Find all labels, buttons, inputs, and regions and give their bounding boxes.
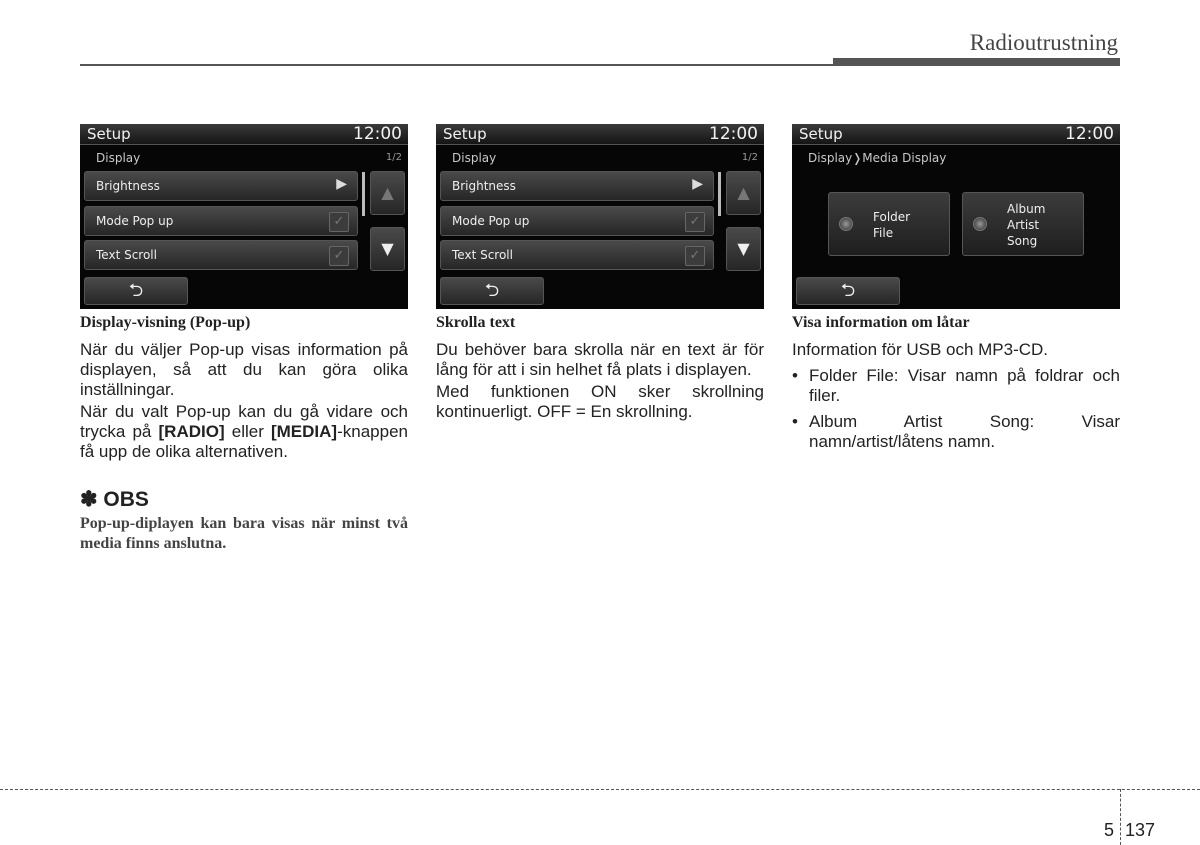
menu-item-label: Text Scroll — [96, 248, 157, 262]
menu-item-mode-pop-up[interactable] — [440, 206, 714, 236]
paragraph: När du valt Pop-up kan du gå vidare och trycka på [RADIO] eller [MEDIA]-knappen få upp de olika alternativen. — [80, 402, 408, 461]
menu-item-label: Mode Pop up — [96, 214, 174, 228]
note-text: Pop-up-diplayen kan bara visas när minst två media finns anslutna. — [80, 515, 408, 552]
option-album-artist-song-button[interactable] — [962, 192, 1084, 256]
screen-page-indicator: 1/2 — [741, 152, 758, 163]
screen-title: Setup — [799, 125, 843, 143]
checkmark-icon[interactable]: ✓ — [329, 246, 349, 266]
checkmark-icon[interactable]: ✓ — [329, 212, 349, 232]
menu-item-mode-pop-up[interactable] — [84, 206, 358, 236]
radio-button-icon — [839, 217, 853, 231]
menu-item-label: Text Scroll — [452, 248, 513, 262]
back-button[interactable] — [84, 277, 188, 305]
scroll-down-button[interactable] — [726, 227, 761, 271]
triangle-down-icon: ▼ — [381, 239, 394, 258]
checkmark-icon[interactable]: ✓ — [685, 212, 705, 232]
menu-item-brightness[interactable] — [84, 171, 358, 201]
radio-button-icon — [973, 217, 987, 231]
paragraph: När du väljer Pop-up visas information på displayen, så att du kan göra olika inställningar. — [80, 340, 408, 399]
triangle-up-icon: ▲ — [737, 183, 750, 202]
screen-topbar — [436, 124, 764, 145]
menu-item-text-scroll[interactable] — [84, 240, 358, 270]
screen-display-setup-1 — [80, 124, 408, 309]
back-button[interactable] — [440, 277, 544, 305]
screen-media-display — [792, 124, 1120, 309]
option-folder-file-button[interactable] — [828, 192, 950, 256]
column-display-popup — [80, 313, 408, 556]
screen-breadcrumb: Display❭Media Display — [808, 151, 947, 165]
option-label: Album Artist Song — [1007, 202, 1046, 248]
back-arrow-icon: ⮌ — [840, 280, 856, 301]
screen-title: Setup — [443, 125, 487, 143]
screen-title: Setup — [87, 125, 131, 143]
paragraph: Information för USB och MP3-CD. — [792, 340, 1049, 359]
paragraph: Du behöver bara skrolla när en text är för lång för att i sin helhet få plats i displayen. — [436, 340, 764, 379]
radio-key-label: [RADIO] — [158, 422, 225, 441]
page-number: 137 — [1125, 820, 1156, 840]
back-button[interactable] — [796, 277, 900, 305]
header-bar — [833, 58, 1120, 66]
menu-item-label: Brightness — [96, 179, 160, 193]
section-heading: Visa information om låtar — [792, 314, 970, 331]
screen-topbar — [80, 124, 408, 145]
footer-dashed-rule — [0, 789, 1200, 790]
screen-topbar — [792, 124, 1120, 145]
column-scroll-text — [436, 313, 764, 424]
play-arrow-icon: ▶ — [336, 176, 347, 192]
back-arrow-icon: ⮌ — [128, 280, 144, 301]
screen-clock: 12:00 — [1065, 124, 1114, 144]
chapter-number: 5 — [1104, 820, 1115, 840]
screen-display-setup-2 — [436, 124, 764, 309]
scroll-up-button[interactable] — [726, 171, 761, 215]
scrollbar[interactable] — [362, 172, 365, 216]
screen-subtitle: Display — [452, 151, 497, 165]
section-heading: Display-visning (Pop-up) — [80, 314, 251, 331]
scroll-down-button[interactable] — [370, 227, 405, 271]
scroll-up-button[interactable] — [370, 171, 405, 215]
menu-item-label: Mode Pop up — [452, 214, 530, 228]
footer-dashed-divider — [1120, 789, 1121, 845]
play-arrow-icon: ▶ — [692, 176, 703, 192]
menu-item-brightness[interactable] — [440, 171, 714, 201]
note-heading: ✽ OBS — [80, 488, 149, 511]
menu-item-text-scroll[interactable] — [440, 240, 714, 270]
screen-subtitle: Display — [96, 151, 141, 165]
back-arrow-icon: ⮌ — [484, 280, 500, 301]
triangle-down-icon: ▼ — [737, 239, 750, 258]
column-song-info — [792, 313, 1120, 458]
checkmark-icon[interactable]: ✓ — [685, 246, 705, 266]
list-item: • Album Artist Song: Visar namn/artist/låtens namn. — [792, 412, 1120, 452]
scrollbar[interactable] — [718, 172, 721, 216]
page-header-title: Radioutrustning — [969, 30, 1118, 55]
bullet-list — [792, 366, 1120, 452]
triangle-up-icon: ▲ — [381, 183, 394, 202]
section-heading: Skrolla text — [436, 314, 516, 331]
screen-clock: 12:00 — [353, 124, 402, 144]
screen-clock: 12:00 — [709, 124, 758, 144]
menu-item-label: Brightness — [452, 179, 516, 193]
list-item: • Folder File: Visar namn på foldrar och filer. — [792, 366, 1120, 406]
screen-page-indicator: 1/2 — [385, 152, 402, 163]
media-key-label: [MEDIA] — [270, 422, 338, 441]
option-label: Folder File — [873, 210, 911, 240]
paragraph: Med funktionen ON sker skrollning kontinuerligt. OFF = En skrollning. — [436, 382, 764, 421]
